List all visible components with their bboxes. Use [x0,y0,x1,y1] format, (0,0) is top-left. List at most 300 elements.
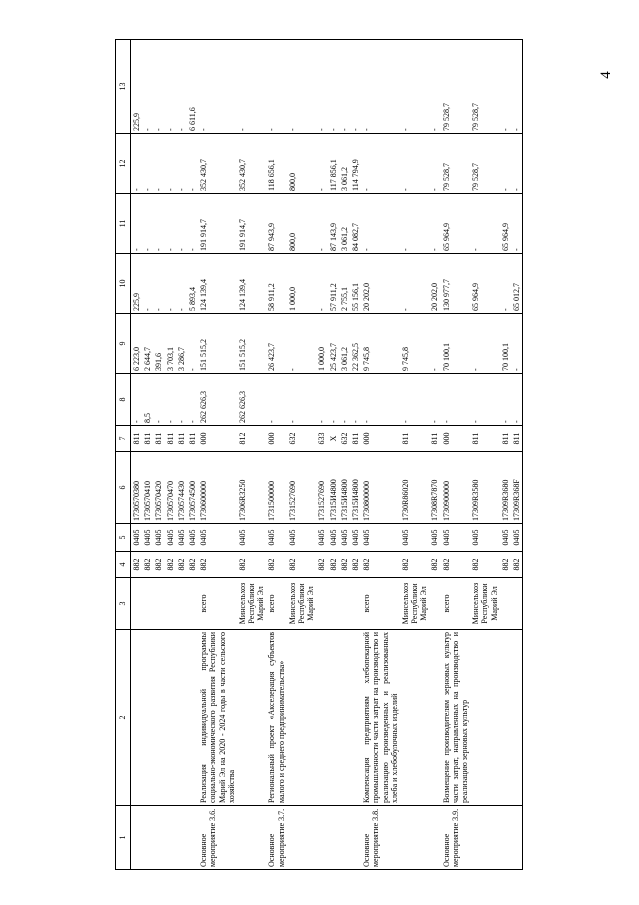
table-cell: - [350,374,361,426]
table-cell: 0405 [400,524,430,552]
table-row [361,40,400,870]
table-cell: 800,0 [287,134,317,194]
table-cell: 17309R3580 [470,452,500,524]
table-cell: 87 943,9 [266,194,286,254]
table-cell: 000 [441,426,471,452]
table-row [339,40,350,870]
table-cell: - [511,314,523,374]
table-cell: - [500,374,511,426]
table-row [237,40,267,870]
table-cell: 882 [500,552,511,578]
table-cell [339,630,350,806]
table-cell: 70 100,1 [441,314,471,374]
table-cell: - [142,194,153,254]
table-cell: 79 528,7 [470,134,500,194]
table-cell: - [328,374,339,426]
table-cell: 151 515,2 [198,314,237,374]
table-cell: 2 755,1 [339,254,350,314]
table-cell: 391,6 [153,314,164,374]
table-cell: - [441,374,471,426]
table-cell [153,578,164,630]
column-header: 12 [116,134,131,194]
table-cell [500,806,511,870]
budget-table [115,39,523,870]
header-row [116,40,131,870]
table-row [511,40,523,870]
table-cell [131,630,143,806]
table-cell [350,578,361,630]
table-cell: 882 [153,552,164,578]
table-cell: - [500,134,511,194]
table-cell: 882 [400,552,430,578]
table-cell: - [470,374,500,426]
table-cell: 1731500000 [266,452,286,524]
table-cell: - [153,374,164,426]
table-cell: 882 [142,552,153,578]
table-cell [350,630,361,806]
table-cell: 811 [350,426,361,452]
table-cell: 3 061,2 [339,194,350,254]
table-cell: 0405 [328,524,339,552]
table-row [328,40,339,870]
table-cell: - [165,374,176,426]
table-cell: - [400,194,430,254]
table-cell: 130 977,7 [441,254,471,314]
table-cell: 79 528,7 [470,40,500,134]
table-cell: 17315И4800 [339,452,350,524]
table-cell: 811 [187,426,198,452]
table-row [500,40,511,870]
table-row [441,40,471,870]
table-cell [153,806,164,870]
table-row [131,40,143,870]
table-cell: - [198,40,237,134]
table-cell: 17306R3250 [237,452,267,524]
table-cell: Основное мероприятие 3.7. [266,806,286,870]
table-body [131,40,523,870]
table-cell: 1731527690 [287,452,317,524]
column-header: 4 [116,552,131,578]
table-cell: 84 082,7 [350,194,361,254]
table-cell [316,630,327,806]
table-cell: 882 [198,552,237,578]
table-cell [500,630,511,806]
table-cell: - [316,40,327,134]
table-cell: 811 [500,426,511,452]
table-cell: 0405 [131,524,143,552]
table-cell: - [131,194,143,254]
table-cell: - [339,40,350,134]
column-header: 8 [116,374,131,426]
table-cell: 1731527690 [316,452,327,524]
table-cell: - [187,314,198,374]
table-cell [511,806,523,870]
table-cell [429,578,440,630]
table-cell: 882 [429,552,440,578]
table-cell: 1 000,0 [287,254,317,314]
table-cell: 65 964,9 [470,254,500,314]
table-cell: 17309R368F [511,452,523,524]
column-header: 7 [116,426,131,452]
table-cell: - [176,254,187,314]
table-cell [429,630,440,806]
table-cell: - [165,194,176,254]
table-cell: 0405 [266,524,286,552]
table-cell: Основное мероприятие 3.6. [198,806,237,870]
table-cell: Минсельхоз Республики Марий Эл [470,578,500,630]
table-cell: - [287,40,317,134]
table-cell: 0405 [153,524,164,552]
table-cell: 55 156,1 [350,254,361,314]
table-cell: 225,9 [131,254,143,314]
table-cell: 882 [316,552,327,578]
table-cell: Реализация индивидуальной программы социально-экономического развития Республики Марий Эл на 2020 - 2024 годы в части сельского хозяйства [198,630,237,806]
table-cell: 65 964,9 [500,194,511,254]
table-cell: - [429,314,440,374]
table-cell: - [361,134,400,194]
table-cell [511,630,523,806]
table-cell: 25 423,7 [328,314,339,374]
table-cell [142,630,153,806]
table-row [350,40,361,870]
column-header: 13 [116,40,131,134]
table-cell [131,578,143,630]
table-cell: - [153,254,164,314]
table-cell: Возмещение производителям зерновых культур части затрат, направленных на производство и реализацию зерновых культур [441,630,471,806]
table-cell: - [266,374,286,426]
column-header: 6 [116,452,131,524]
table-cell: 117 856,1 [328,134,339,194]
table-cell: 262 626,3 [198,374,237,426]
table-cell: - [429,374,440,426]
table-cell [187,578,198,630]
column-header: 10 [116,254,131,314]
table-cell [328,578,339,630]
table-row [153,40,164,870]
table-cell: 87 143,9 [328,194,339,254]
table-cell: - [316,374,327,426]
table-cell: - [361,40,400,134]
table-cell [153,630,164,806]
table-cell: 1730574430 [176,452,187,524]
table-cell: 9 745,8 [400,314,430,374]
table-cell: 8,5 [142,374,153,426]
table-cell: 632 [339,426,350,452]
table-cell [176,806,187,870]
table-cell: 1730574500 [187,452,198,524]
table-cell: - [287,314,317,374]
column-header: 2 [116,630,131,806]
table-row [429,40,440,870]
table-cell: 1730R86020 [400,452,430,524]
table-cell: - [153,194,164,254]
table-cell: Компенсация предприятиям хлебопекарной промышленности части затрат на производство и реализацию произведенных и реализованных хлеба и хлебобулочных изделий [361,630,400,806]
table-cell: 882 [131,552,143,578]
table-cell: 2 644,7 [142,314,153,374]
table-cell: 882 [328,552,339,578]
table-cell: 124 139,4 [198,254,237,314]
table-cell: 151 515,2 [237,314,267,374]
table-cell: - [316,134,327,194]
table-cell: - [400,254,430,314]
table-cell: Минсельхоз Республики Марий Эл [287,578,317,630]
table-cell: - [287,374,317,426]
table-row [266,40,286,870]
table-cell: 882 [187,552,198,578]
table-cell: 0405 [287,524,317,552]
table-cell: - [131,134,143,194]
table-cell: 882 [511,552,523,578]
table-cell: 118 656,1 [266,134,286,194]
table-row [187,40,198,870]
table-cell: - [176,40,187,134]
table-cell: 811 [511,426,523,452]
table-cell: 17308R7870 [429,452,440,524]
page-number: 4 [598,71,614,79]
table-cell: 811 [165,426,176,452]
table-cell: - [316,254,327,314]
table-cell: всего [441,578,471,630]
table-cell: Основное мероприятие 3.8. [361,806,400,870]
table-cell: 0405 [429,524,440,552]
table-cell [142,578,153,630]
table-cell [316,578,327,630]
column-header: 1 [116,806,131,870]
table-cell: 1730570410 [142,452,153,524]
table-cell: 1730570420 [153,452,164,524]
table-cell: - [500,254,511,314]
table-row [470,40,500,870]
table-cell: 1730600000 [198,452,237,524]
table-cell [328,630,339,806]
table-cell: всего [361,578,400,630]
table-cell: 0405 [237,524,267,552]
table-cell: 22 362,5 [350,314,361,374]
table-cell [237,630,267,806]
table-cell: 0405 [441,524,471,552]
table-cell: 57 911,2 [328,254,339,314]
table-cell: 882 [339,552,350,578]
table-cell: Региональный проект «Акселерация субъектов малого и среднего предпринимательства» [266,630,286,806]
table-cell: 000 [266,426,286,452]
table-cell [176,578,187,630]
table-cell [165,630,176,806]
table-cell: 632 [287,426,317,452]
table-cell: 811 [470,426,500,452]
table-cell: 79 528,7 [441,40,471,134]
table-cell: - [511,134,523,194]
table-cell: Основное мероприятие 3.9. [441,806,471,870]
table-row [176,40,187,870]
table-cell: - [153,134,164,194]
table-cell: - [470,314,500,374]
table-cell: - [511,40,523,134]
table-cell: - [176,194,187,254]
column-header: 3 [116,578,131,630]
table-cell [165,806,176,870]
table-cell [187,630,198,806]
table-cell: 1730570470 [165,452,176,524]
table-cell: 633 [316,426,327,452]
table-cell: - [142,254,153,314]
table-cell: - [142,134,153,194]
table-cell [237,806,267,870]
table-cell: 882 [470,552,500,578]
table-cell: 225,9 [131,40,143,134]
table-cell: - [316,194,327,254]
table-cell: 882 [165,552,176,578]
table-cell [131,806,143,870]
table-row [165,40,176,870]
table-cell: 0405 [176,524,187,552]
table-cell: - [429,194,440,254]
table-cell: - [153,40,164,134]
table-cell: 811 [429,426,440,452]
table-cell: 0405 [361,524,400,552]
table-cell: - [400,374,430,426]
table-cell: 3 061,2 [339,314,350,374]
table-cell: 191 914,7 [237,194,267,254]
table-cell: - [142,40,153,134]
table-cell: 65 964,9 [441,194,471,254]
table-cell: - [400,40,430,134]
table-cell: 262 626,3 [237,374,267,426]
table-cell [176,630,187,806]
table-cell: - [237,40,267,134]
table-cell: - [131,374,143,426]
column-header: 9 [116,314,131,374]
table-cell: 811 [400,426,430,452]
table-cell: 0405 [165,524,176,552]
table-cell: - [511,194,523,254]
table-row [316,40,327,870]
table-cell: 811 [153,426,164,452]
table-cell: - [187,194,198,254]
table-cell: - [350,40,361,134]
table-cell: - [361,194,400,254]
table-cell [287,806,317,870]
table-cell: - [328,40,339,134]
table-cell: 0405 [350,524,361,552]
table-cell: - [266,40,286,134]
table-row [400,40,430,870]
table-cell [470,630,500,806]
table-cell: - [400,134,430,194]
table-cell: 882 [441,552,471,578]
table-cell: 0405 [142,524,153,552]
table-cell: 9 745,8 [361,314,400,374]
table-cell: 000 [198,426,237,452]
table-cell: - [165,40,176,134]
table-cell: 3 703,1 [165,314,176,374]
column-header: 11 [116,194,131,254]
rotated-table-wrapper [115,40,615,870]
column-header: 5 [116,524,131,552]
table-cell [165,578,176,630]
table-cell: 20 202,0 [361,254,400,314]
table-cell: 70 100,1 [500,314,511,374]
table-cell [500,578,511,630]
table-cell [187,806,198,870]
table-cell: 124 139,4 [237,254,267,314]
table-cell: 0405 [500,524,511,552]
table-cell [400,806,430,870]
table-cell: 17315И4800 [350,452,361,524]
table-cell: 800,0 [287,194,317,254]
table-cell: 1730570380 [131,452,143,524]
table-cell: 0405 [316,524,327,552]
table-cell [470,806,500,870]
table-cell: - [187,374,198,426]
table-cell: 1 000,0 [316,314,327,374]
table-cell: Минсельхоз Республики Марий Эл [237,578,267,630]
table-cell: 811 [131,426,143,452]
table-cell: 352 430,7 [237,134,267,194]
table-cell: Минсельхоз Республики Марий Эл [400,578,430,630]
table-cell: 0405 [198,524,237,552]
table-cell [400,630,430,806]
table-cell: - [511,374,523,426]
table-row [198,40,237,870]
table-cell [328,806,339,870]
table-cell: 811 [176,426,187,452]
table-cell: - [187,134,198,194]
table-cell: 3 061,2 [339,134,350,194]
table-cell: - [176,134,187,194]
table-cell: 0405 [339,524,350,552]
table-cell [339,806,350,870]
table-cell: 191 914,7 [198,194,237,254]
table-cell: - [429,40,440,134]
table-cell: 58 911,2 [266,254,286,314]
table-row [142,40,153,870]
table-cell: - [339,374,350,426]
table-cell: 1730800000 [361,452,400,524]
table-cell: - [165,254,176,314]
table-cell: 20 202,0 [429,254,440,314]
table-cell: 882 [266,552,286,578]
table-cell: - [176,374,187,426]
table-cell: - [500,40,511,134]
table-cell: 0405 [470,524,500,552]
table-cell: 17315И4800 [328,452,339,524]
table-cell: 6 611,6 [187,40,198,134]
table-cell [350,806,361,870]
table-cell: 0405 [511,524,523,552]
table-cell: 882 [176,552,187,578]
table-cell: 6 223,0 [131,314,143,374]
table-cell [142,806,153,870]
table-cell: 65 012,7 [511,254,523,314]
table-cell: 5 893,4 [187,254,198,314]
table-cell [287,630,317,806]
table-cell: - [165,134,176,194]
table-cell: 882 [361,552,400,578]
table-cell: 3 286,7 [176,314,187,374]
table-cell: 0405 [187,524,198,552]
table-cell: 26 423,7 [266,314,286,374]
table-cell: 352 430,7 [198,134,237,194]
table-cell: 000 [361,426,400,452]
table-cell: 17309R3680 [500,452,511,524]
table-cell: - [361,374,400,426]
table-cell [511,578,523,630]
table-cell [429,806,440,870]
table-cell: 79 528,7 [441,134,471,194]
table-cell: - [429,134,440,194]
table-cell [316,806,327,870]
table-cell: 811 [142,426,153,452]
